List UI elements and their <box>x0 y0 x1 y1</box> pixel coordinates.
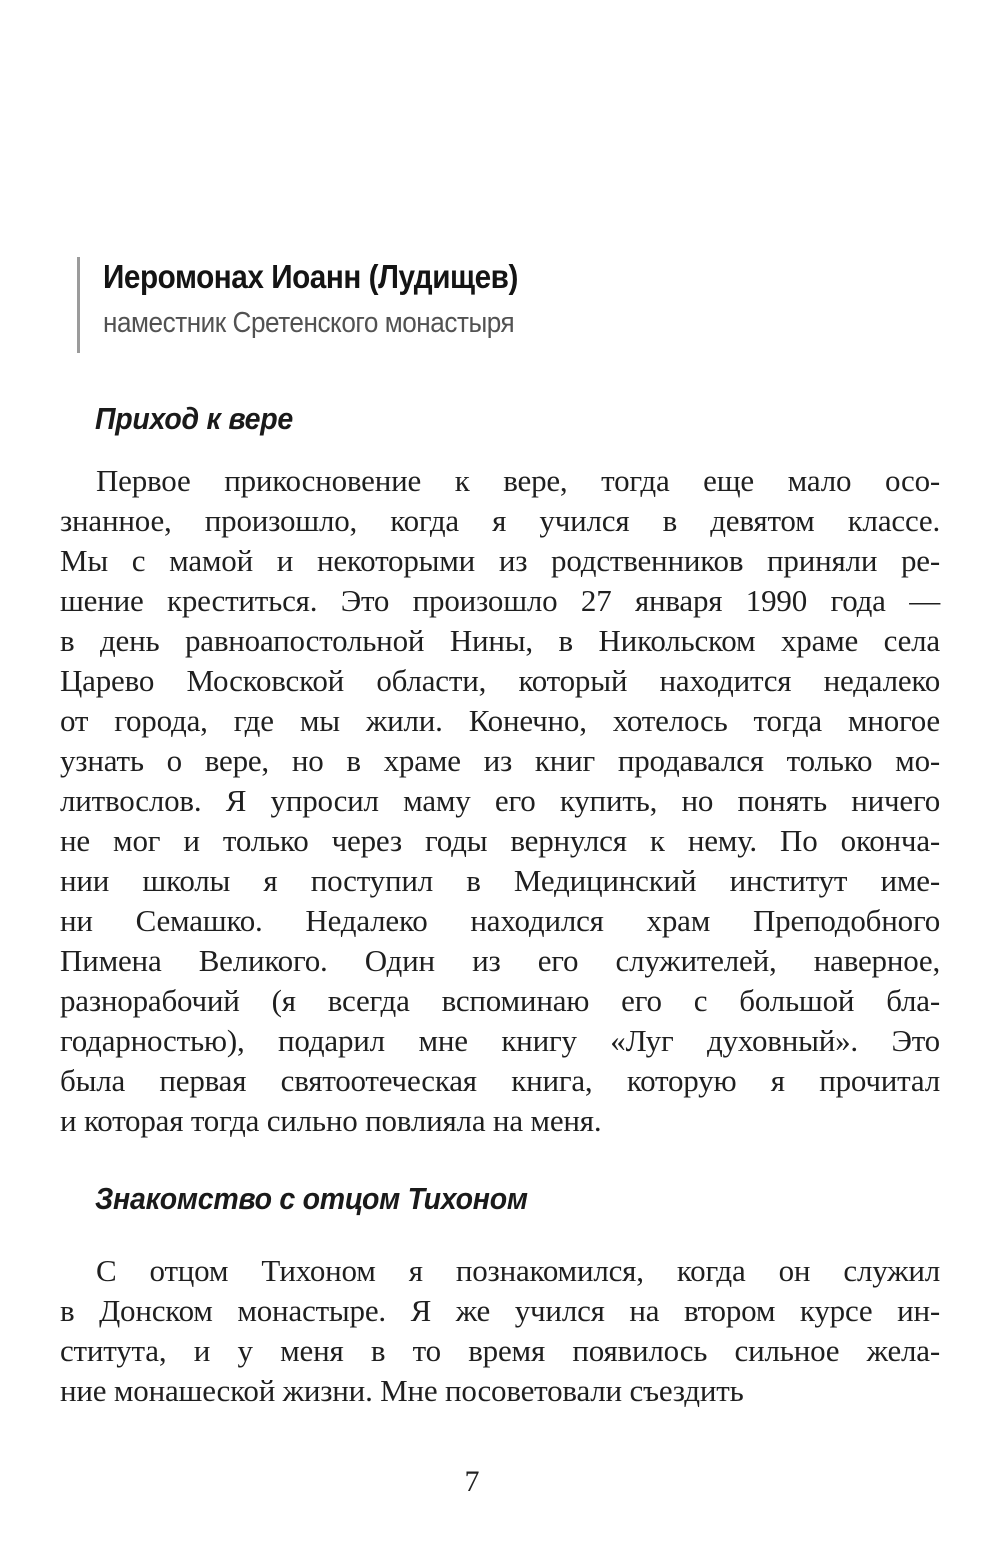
section-heading-znakomstvo: Знакомство с отцом Тихоном <box>95 1181 528 1216</box>
author-title: наместник Сретенского монастыря <box>103 307 515 339</box>
text-line: С отцом Тихоном я познакомился, когда он служил <box>96 1253 940 1288</box>
author-text <box>103 257 564 353</box>
vertical-rule <box>77 257 80 353</box>
text-line: Первое прикосновение к вере, тогда еще мало осо- <box>96 463 940 498</box>
body-paragraph <box>60 1251 940 1411</box>
text-line: Царево Московской области, который находится недалеко <box>60 663 940 698</box>
text-line: знанное, произошло, когда я учился в девятом классе. <box>60 503 940 538</box>
text-line: от города, где мы жили. Конечно, хотелось тогда многое <box>60 703 940 738</box>
text-line: узнать о вере, но в храме из книг продавался только мо- <box>60 743 940 778</box>
text-line: и которая тогда сильно повлияла на меня. <box>60 1103 602 1138</box>
text-line: Мы с мамой и некоторыми из родственников приняли ре- <box>60 543 940 578</box>
page-number: 7 <box>464 1465 480 1498</box>
text-line: годарностью), подарил мне книгу «Луг духовный». Это <box>60 1023 940 1058</box>
text-line: литвослов. Я упросил маму его купить, но понять ничего <box>60 783 940 818</box>
text-line: ние монашеской жизни. Мне посоветовали съездить <box>60 1373 744 1408</box>
text-line: разнорабочий (я всегда вспоминаю его с большой бла- <box>60 983 940 1018</box>
author-name: Иеромонах Иоанн (Лудищев) <box>103 258 518 295</box>
text-line: нии школы я поступил в Медицинский институт име- <box>60 863 940 898</box>
text-line: в Донском монастыре. Я же учился на втором курсе ин- <box>60 1293 940 1328</box>
text-line: в день равноапостольной Нины, в Никольском храме села <box>60 623 940 658</box>
body-paragraph <box>60 461 940 1141</box>
text-line: шение креститься. Это произошло 27 января 1990 года — <box>60 583 940 618</box>
text-line: Пимена Великого. Один из его служителей, наверное, <box>60 943 940 978</box>
text-line: ни Семашко. Недалеко находился храм Преподобного <box>60 903 940 938</box>
text-line: ститута, и у меня в то время появилось сильное жела- <box>60 1333 940 1368</box>
section-heading-prikhod-k-vere: Приход к вере <box>95 401 293 436</box>
text-line: была первая святоотеческая книга, которую я прочитал <box>60 1063 940 1098</box>
text-line: не мог и только через годы вернулся к нему. По оконча- <box>60 823 940 858</box>
author-header <box>77 257 564 353</box>
